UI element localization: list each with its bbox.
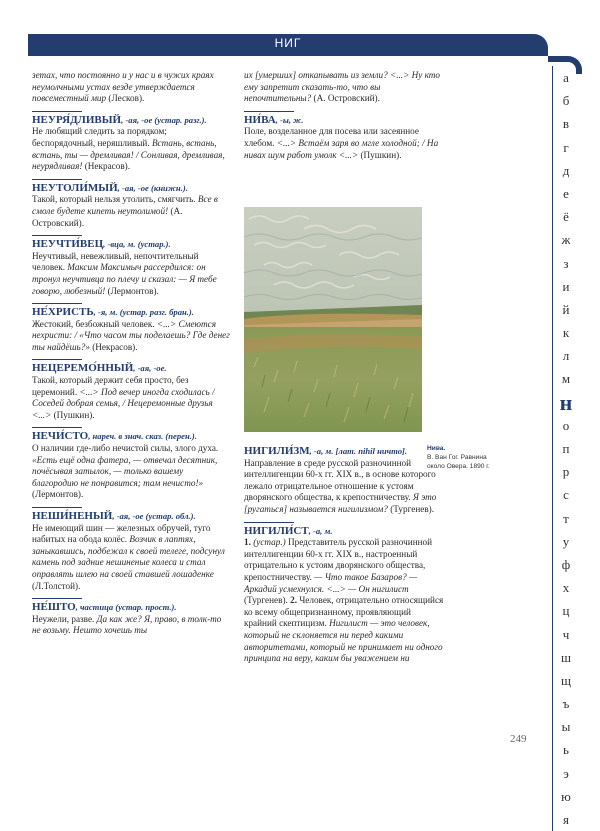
grammar: , -вца, м. (устар.). (103, 239, 171, 250)
column-right (244, 70, 444, 167)
headword: НЕЧИ́СТО (32, 430, 89, 443)
intro-text: зетах, что постоянно и у нас и в чужих краях неумолчными устах везде утверждается повсеместный мир (32, 70, 214, 104)
definition (32, 319, 230, 354)
sense-number: 2. (290, 595, 298, 606)
alphabet-letter: ъ (562, 696, 570, 712)
alphabet-letter: ф (561, 556, 571, 572)
example: <...> Под вечер иногда сходилась / Соседей добрая семья, / Нецеремонные друзья <...> (32, 386, 215, 420)
sense-number: 1. (244, 537, 251, 548)
alphabet-letter: ё (563, 209, 569, 225)
header-title: НИГ (274, 36, 302, 50)
definition-text: Жестокий, безбожный человек. (32, 318, 155, 329)
definition (244, 537, 444, 665)
definition (244, 458, 444, 516)
caption-author: В. Ван Гог. Равнина (427, 454, 487, 461)
definition-text: Такой, который нельзя утолить, смягчить. (32, 194, 196, 205)
example: <...> Смеются нехристи: / «Что часом ты поделаешь? Где денег ты найдёшь?» (32, 318, 230, 352)
entry-list (32, 111, 230, 637)
example: Да как же? Я, право, в толк-то не возьму. Нешто хочешь ты (32, 613, 222, 636)
alphabet-letter: н (559, 389, 573, 415)
definition (32, 194, 230, 229)
headword: НЕУРЯ́ДЛИВЫЙ (32, 113, 122, 126)
example: Максим Максимыч рассердился: он тронул неучтивца по плечу и сказал: — Я тебе говорю, любезный! (32, 262, 217, 296)
definition-text: Представитель русской разночинной интеллигенции 60-х гг. XIX в., настроенный отрицательно к устоям дворянского общества, крепостничеству. (244, 537, 433, 582)
definition (32, 126, 230, 172)
intro-source: (А. Островский). (313, 93, 380, 104)
alphabet-letter: а (563, 70, 569, 85)
alphabet-letter: п (562, 441, 570, 456)
definition-text: Не любящий следить за порядком; беспорядочный, неряшливый. (32, 126, 167, 148)
headword: НЕУТОЛИ́МЫЙ (32, 181, 118, 194)
example: Нигилист — это человек, который не склоняется ни перед какими авторитетами, который не принимает ни одного принципа на веру, каким бы уважением ни (244, 618, 443, 664)
entry-niva (244, 111, 444, 161)
grammar: , нареч. в знач. сказ. (перен.). (88, 431, 197, 442)
alphabet-letter: з (563, 255, 569, 271)
alphabet-letter: ш (560, 649, 571, 665)
source: (Тургенев). (244, 595, 288, 606)
grammar: , -ая, -ое. (133, 363, 167, 374)
headword: НИ́ВА (244, 113, 276, 126)
alphabet-letter: б (562, 93, 570, 109)
dictionary-entry (32, 598, 230, 637)
intro-source: (Лесков). (108, 93, 145, 104)
headword: НЕЦЕРЕМО́ННЫЙ (32, 362, 134, 375)
alphabet-letter: ч (562, 626, 570, 642)
source: (Лермонтов). (107, 285, 159, 296)
definition-text: Неужели, разве. (32, 613, 95, 624)
alphabet-letter: и (562, 278, 570, 294)
definition (32, 251, 230, 297)
grammar: , -ая, -ое (устар. разг.). (121, 114, 207, 125)
definition (244, 126, 444, 161)
definition-text: Такой, который держит себя просто, без церемоний. (32, 375, 189, 397)
entry-rule (244, 522, 294, 523)
definition-text: О наличии где-либо нечистой силы, злого духа. (32, 443, 219, 454)
definition-text: Направление в среде русской разночинной интеллигенции 60-х гг. XIX в., в основе которого лежало отрицательное отношение к устоям дворянского общества, к крепостничеству. (244, 457, 436, 503)
definition-text: Человек, отрицательно относящийся ко всему общепризнанному, проявляющий крайний скептицизм. (244, 595, 444, 629)
definition-text: Неучтивый, невежливый, непочтительный человек. (32, 250, 199, 273)
definition (32, 523, 230, 593)
dictionary-entry (32, 235, 230, 297)
example: — Что такое Базаров? — Аркадий усмехнулся. <...> — Он нигилист (244, 571, 418, 594)
headword: НЕУЧТИ́ВЕЦ (32, 238, 104, 251)
alphabet-letter: у (562, 533, 570, 549)
alphabet-letter: ю (561, 788, 571, 804)
headword: НЕШИ́НЕНЫЙ (32, 510, 113, 522)
alphabet-letter: ь (563, 742, 569, 758)
alphabet-letter: т (563, 510, 569, 526)
alphabet-letter: э (563, 765, 569, 781)
entry-rule (32, 303, 82, 304)
definition (32, 443, 230, 501)
example: Возчик в лаптях, заныкавшись, подбежал к своей телеге, подсунул камень под задние нешиненые колеса и стал оправлять шлею на своей ставшей лошаденке (32, 534, 225, 579)
entry-rule (32, 427, 82, 428)
example: <...> Встаём заря во мгле холодной; / На нивах шум работ умолк <...> (244, 137, 439, 160)
source: (Некрасов). (92, 341, 138, 352)
caption-place: около Овера. 1890 г. (427, 463, 490, 470)
headword: НИГИЛИ́СТ (244, 524, 309, 537)
headword: НЕ́ХРИСТЬ (32, 306, 94, 319)
alphabet-letter: ы (561, 719, 571, 735)
grammar: , -а, м. (308, 525, 333, 536)
example: Встань, встань, встань, ты — дремливая! / Сонливая, дремливая, неурядливая! (32, 137, 225, 172)
grammar: , -ы, ж. (275, 114, 304, 125)
source: (Некрасов). (84, 161, 131, 172)
alphabet-letter: к (562, 325, 570, 341)
headword: НЕ́ШТО (32, 601, 76, 614)
alphabet-letter: р (562, 464, 570, 480)
running-header (28, 34, 548, 56)
painting-image (244, 207, 422, 432)
column-left (32, 70, 230, 643)
alphabet-letter: й (562, 301, 570, 317)
alphabet-letter: х (562, 580, 570, 596)
alphabet-letter: ж (561, 232, 571, 248)
entry-rule (32, 235, 82, 236)
entry-rule (32, 179, 82, 180)
grammar: , -а, м. [лат. nihil ничто]. (309, 446, 408, 456)
source: (Л.Толстой). (32, 580, 81, 591)
alphabet-letter: щ (560, 672, 571, 688)
alphabet-index (552, 66, 579, 831)
dictionary-entry (32, 111, 230, 173)
dictionary-entry (32, 303, 230, 353)
alphabet-letter: г (563, 139, 569, 155)
entry-nigilizm (244, 446, 444, 516)
definition-text: Поле, возделанное для посева или засеянное хлебом. (244, 126, 419, 148)
caption-title: Нива. (427, 445, 446, 452)
entry-rule (32, 507, 82, 508)
example: «Есть ещё одна фатера, — отвечал десятник, почёсывая затылок, — только вашему благородию не понравится; там нечисто!» (32, 454, 218, 488)
definition (32, 614, 230, 637)
dictionary-entry (32, 507, 230, 592)
continued-text (244, 70, 444, 105)
column-right-lower (244, 446, 444, 671)
sense-label: (устар.) (253, 537, 286, 548)
alphabet-letter: м (561, 371, 571, 387)
definition-text: Не имеющий шин — железных обручей, туго набитых на обода колёс. (32, 522, 211, 545)
headword: НИГИЛИ́ЗМ (244, 445, 310, 457)
source: (Тургенев). (390, 503, 435, 514)
grammar: , -ая, -ое (книжн.). (117, 182, 188, 193)
dictionary-entry (32, 427, 230, 501)
grammar: , -ая, -ое (устар. обл.). (112, 511, 196, 521)
entry-rule (32, 598, 82, 599)
entry-rule (32, 111, 82, 112)
page-number: 249 (510, 733, 527, 745)
alphabet-letter: о (562, 417, 570, 433)
example: Все в смоле будете кипеть неутолимой! (32, 194, 218, 216)
dictionary-entry (32, 179, 230, 229)
example: Я это [ругаться] называется нигилизмом? (244, 492, 437, 514)
entry-rule (32, 359, 82, 360)
intro-text: их [умерших] откапывать из земли? <...> Ну кто ему запретит сказать-то, что вы непочтительны? (244, 70, 441, 104)
source: (Лермонтов). (32, 489, 84, 500)
alphabet-letter: е (563, 185, 569, 201)
alphabet-letter: в (562, 116, 570, 132)
alphabet-letter: ц (562, 603, 570, 619)
definition (32, 375, 230, 421)
source: (Пушкин). (53, 409, 95, 420)
continued-text (32, 70, 230, 105)
alphabet-letter: я (563, 812, 569, 827)
alphabet-letter: с (563, 487, 569, 503)
entry-rule (244, 111, 294, 112)
grammar: , -я, м. (устар. разг. бран.). (93, 307, 194, 318)
grammar: , частица (устар. прост.). (75, 602, 177, 613)
alphabet-letter: л (562, 348, 570, 364)
dictionary-entry (32, 359, 230, 421)
source: (А. Островский). (32, 205, 183, 228)
entry-nigilist (244, 522, 444, 665)
van-gogh-field-image (244, 207, 422, 432)
source: (Пушкин). (360, 149, 402, 160)
alphabet-letter: д (562, 162, 570, 178)
